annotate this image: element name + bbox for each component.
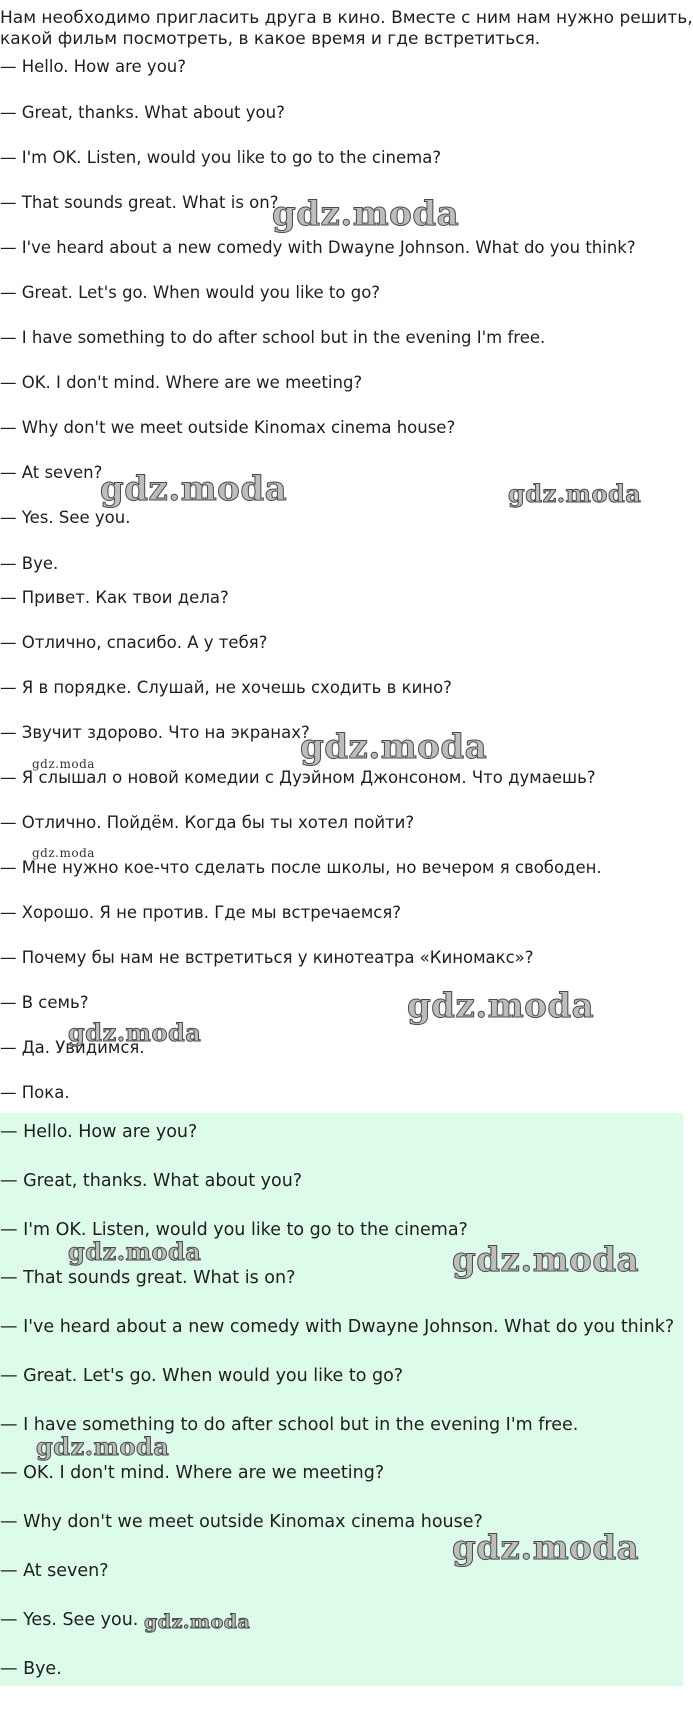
highlight-line-2: — Great, thanks. What about you? — [0, 1171, 303, 1191]
watermark-logo: gdz.moda — [272, 194, 460, 234]
highlight-line-3: — I'm OK. Listen, would you like to go to the cinema? — [0, 1220, 468, 1240]
dialogue-line-ru-11: — Да. Увидимся. — [0, 1038, 145, 1057]
watermark-logo: gdz.moda — [100, 469, 288, 509]
highlight-line-9: — Why don't we meet outside Kinomax cinema house? — [0, 1512, 483, 1532]
dialogue-line-ru-3: — Я в порядке. Слушай, не хочешь сходить в кино? — [0, 678, 452, 697]
highlight-line-8: — OK. I don't mind. Where are we meeting? — [0, 1463, 385, 1483]
highlight-line-4: — That sounds great. What is on? — [0, 1268, 296, 1288]
highlight-line-11: — Yes. See you. — [0, 1610, 139, 1630]
watermark-logo: gdz.moda — [300, 727, 488, 767]
watermark-logo: gdz.moda — [68, 1237, 202, 1266]
watermark-logo: gdz.moda — [36, 1432, 170, 1461]
dialogue-line-ru-4: — Звучит здорово. Что на экранах? — [0, 723, 310, 742]
dialogue-line-en-12: — Bye. — [0, 554, 59, 573]
intro-cut-line: какой фильм посмотреть, в какое время и где встретиться. — [0, 29, 541, 49]
dialogue-line-ru-9: — Почему бы нам не встретиться у кинотеатра «Киномакс»? — [0, 948, 534, 967]
watermark-logo: gdz.moda — [32, 757, 95, 771]
highlighted-dialogue-block — [0, 1113, 683, 1686]
dialogue-line-ru-10: — В семь? — [0, 993, 89, 1012]
watermark-logo: gdz.moda — [144, 1611, 251, 1633]
dialogue-line-en-9: — Why don't we meet outside Kinomax cinema house? — [0, 418, 456, 437]
highlight-line-5: — I've heard about a new comedy with Dwayne Johnson. What do you think? — [0, 1317, 675, 1337]
highlight-line-1: — Hello. How are you? — [0, 1122, 198, 1142]
dialogue-line-en-5: — I've heard about a new comedy with Dwayne Johnson. What do you think? — [0, 238, 636, 257]
dialogue-line-en-8: — OK. I don't mind. Where are we meeting? — [0, 373, 363, 392]
watermark-logo: gdz.moda — [452, 1240, 640, 1280]
dialogue-line-en-10: — At seven? — [0, 463, 103, 482]
highlight-line-10: — At seven? — [0, 1561, 109, 1581]
dialogue-line-ru-1: — Привет. Как твои дела? — [0, 588, 229, 607]
dialogue-line-en-1: — Hello. How are you? — [0, 57, 187, 76]
highlight-line-7: — I have something to do after school but in the evening I'm free. — [0, 1415, 579, 1435]
dialogue-line-en-6: — Great. Let's go. When would you like to go? — [0, 283, 381, 302]
watermark-logo: gdz.moda — [68, 1018, 202, 1047]
dialogue-line-en-2: — Great, thanks. What about you? — [0, 103, 285, 122]
watermark-logo: gdz.moda — [32, 846, 95, 860]
dialogue-line-ru-2: — Отлично, спасибо. А у тебя? — [0, 633, 268, 652]
highlight-line-12: — Bye. — [0, 1659, 62, 1679]
dialogue-line-ru-8: — Хорошо. Я не против. Где мы встречаемся? — [0, 903, 402, 922]
dialogue-line-en-11: — Yes. See you. — [0, 508, 131, 527]
watermark-logo: gdz.moda — [452, 1528, 640, 1568]
intro-paragraph — [0, 0, 693, 49]
dialogue-line-ru-6: — Отлично. Пойдём. Когда бы ты хотел пойти? — [0, 813, 415, 832]
dialogue-line-en-7: — I have something to do after school but in the evening I'm free. — [0, 328, 546, 347]
watermark-logo: gdz.moda — [407, 986, 595, 1026]
dialogue-line-en-3: — I'm OK. Listen, would you like to go to the cinema? — [0, 148, 442, 167]
dialogue-line-ru-12: — Пока. — [0, 1083, 70, 1102]
watermark-logo: gdz.moda — [508, 479, 642, 508]
intro-text: Нам необходимо пригласить друга в кино. Вместе с ним нам нужно решить, — [0, 8, 693, 28]
highlight-line-6: — Great. Let's go. When would you like to go? — [0, 1366, 404, 1386]
dialogue-line-ru-5: — Я слышал о новой комедии с Дуэйном Джонсоном. Что думаешь? — [0, 768, 596, 787]
dialogue-line-en-4: — That sounds great. What is on? — [0, 193, 279, 212]
dialogue-line-ru-7: — Мне нужно кое-что сделать после школы, но вечером я свободен. — [0, 858, 602, 877]
